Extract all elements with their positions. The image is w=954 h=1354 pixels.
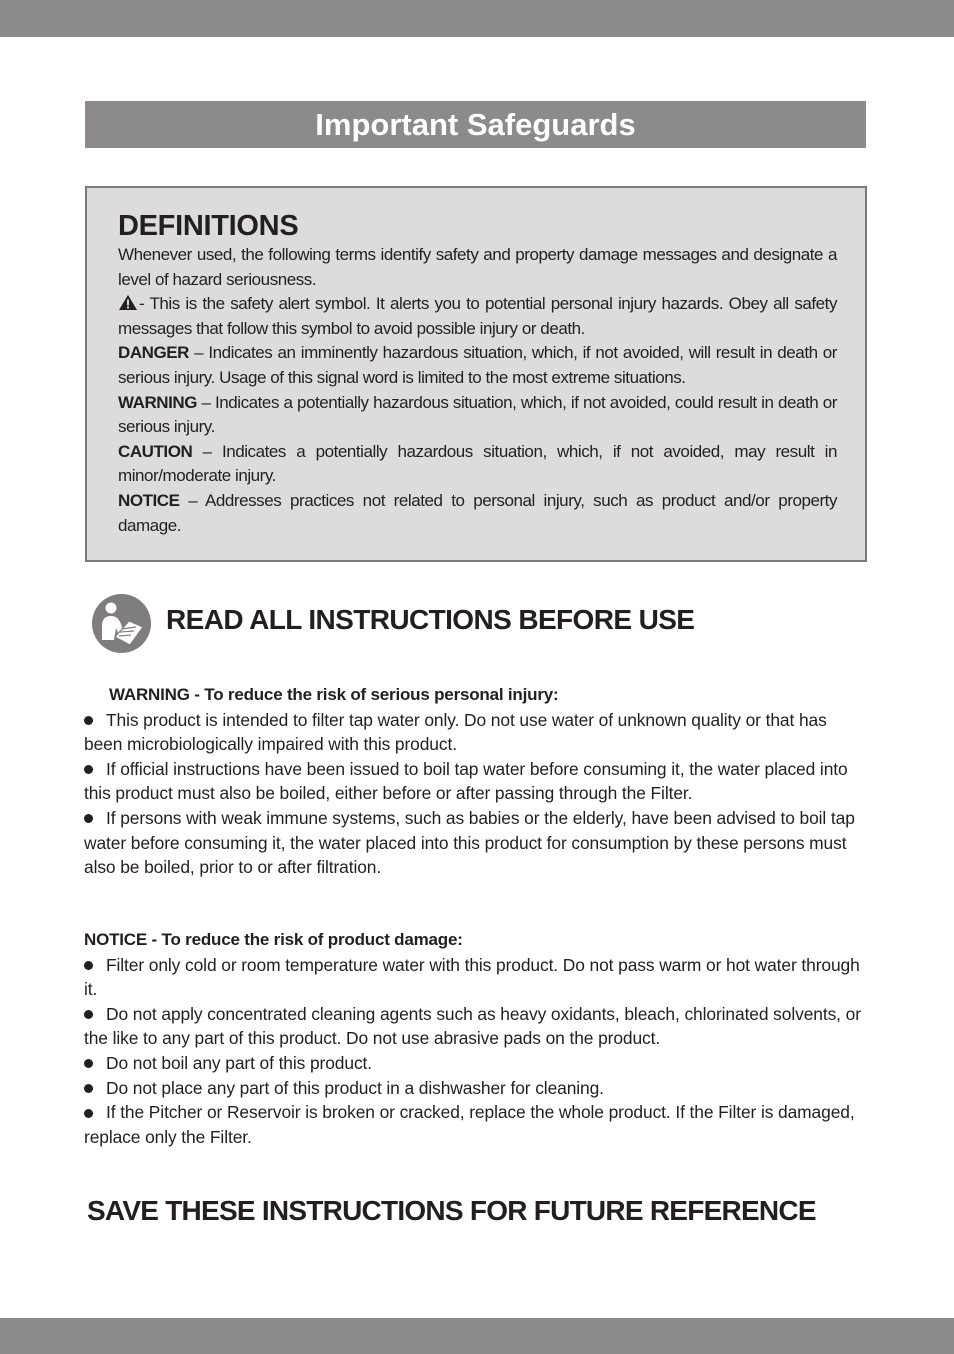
definition-term: WARNING <box>118 392 198 412</box>
definition-term: DANGER <box>118 343 189 363</box>
list-item-text: This product is intended to filter tap water only. Do not use water of unknown quality or that has been microbiologically impaired with this product. <box>84 709 827 755</box>
list-item <box>84 1100 864 1149</box>
definition-term: NOTICE <box>118 490 180 510</box>
alert-symbol-paragraph <box>118 292 837 341</box>
definition-text: – Indicates an imminently hazardous situation, which, if not avoided, will result in death or serious injury. Usage of this signal word is limited to the most extreme situations. <box>118 343 837 387</box>
read-manual-icon <box>91 593 152 654</box>
definition-danger <box>118 341 837 390</box>
bullet-icon <box>84 1059 93 1068</box>
definitions-box <box>85 186 867 562</box>
list-item-text: If the Pitcher or Reservoir is broken or cracked, replace the whole product. If the Filter is damaged, replace only the Filter. <box>84 1102 855 1147</box>
list-item <box>84 1002 864 1051</box>
bullet-icon <box>84 814 93 823</box>
bullet-icon <box>84 961 93 970</box>
notice-heading: NOTICE - To reduce the risk of product damage: <box>84 930 463 949</box>
definition-warning <box>118 391 837 440</box>
read-instructions-heading: READ ALL INSTRUCTIONS BEFORE USE <box>166 604 695 635</box>
definitions-heading: DEFINITIONS <box>118 210 299 242</box>
list-item <box>84 1051 864 1076</box>
definitions-intro: Whenever used, the following terms identify safety and property damage messages and designate a level of hazard seriousness. <box>118 245 837 289</box>
bullet-icon <box>84 765 93 774</box>
list-item-text: Do not apply concentrated cleaning agents such as heavy oxidants, bleach, chlorinated solvents, or the like to any part of this product. Do not use abrasive pads on the product. <box>84 1003 861 1049</box>
definition-notice <box>118 489 837 538</box>
definition-caution <box>118 440 837 489</box>
list-item-text: Do not place any part of this product in a dishwasher for cleaning. <box>106 1077 604 1098</box>
bullet-icon <box>84 716 93 725</box>
list-item <box>84 953 864 1002</box>
bullet-icon <box>84 1084 93 1093</box>
list-item <box>84 708 864 757</box>
definition-term: CAUTION <box>118 441 193 461</box>
bottom-decorative-bar <box>0 1318 954 1354</box>
list-item <box>84 806 864 880</box>
definition-text: – Indicates a potentially hazardous situation, which, if not avoided, may result in minor/moderate injury. <box>118 441 837 486</box>
alert-symbol-text: - This is the safety alert symbol. It alerts you to potential personal injury hazards. Obey all safety messages that follow this symbol to avoid possible injury or death. <box>118 294 837 338</box>
definitions-body <box>118 243 837 538</box>
bullet-icon <box>84 1109 93 1118</box>
list-item-text: Filter only cold or room temperature water with this product. Do not pass warm or hot water through it. <box>84 954 860 1000</box>
page-title-banner <box>85 101 866 148</box>
list-item <box>84 757 864 806</box>
warning-section <box>84 683 864 880</box>
warning-triangle-icon <box>118 294 138 311</box>
save-instructions-heading: SAVE THESE INSTRUCTIONS FOR FUTURE REFERENCE <box>87 1195 816 1226</box>
warning-heading: WARNING - To reduce the risk of serious personal injury: <box>109 685 559 704</box>
top-decorative-bar <box>0 0 954 37</box>
definition-text: – Addresses practices not related to personal injury, such as product and/or property damage. <box>118 490 837 535</box>
page-title: Important Safeguards <box>315 106 636 142</box>
bullet-icon <box>84 1010 93 1019</box>
list-item-text: If official instructions have been issued to boil tap water before consuming it, the water placed into this product must also be boiled, either before or after passing through the Filter. <box>84 758 848 804</box>
list-item-text: Do not boil any part of this product. <box>106 1052 373 1073</box>
notice-section <box>84 928 864 1149</box>
definition-text: – Indicates a potentially hazardous situation, which, if not avoided, could result in death or serious injury. <box>118 392 837 437</box>
list-item-text: If persons with weak immune systems, such as babies or the elderly, have been advised to boil tap water before consuming it, the water placed into this product for consumption by these persons must also be boiled, prior to or after filtration. <box>84 807 855 878</box>
list-item <box>84 1076 864 1101</box>
